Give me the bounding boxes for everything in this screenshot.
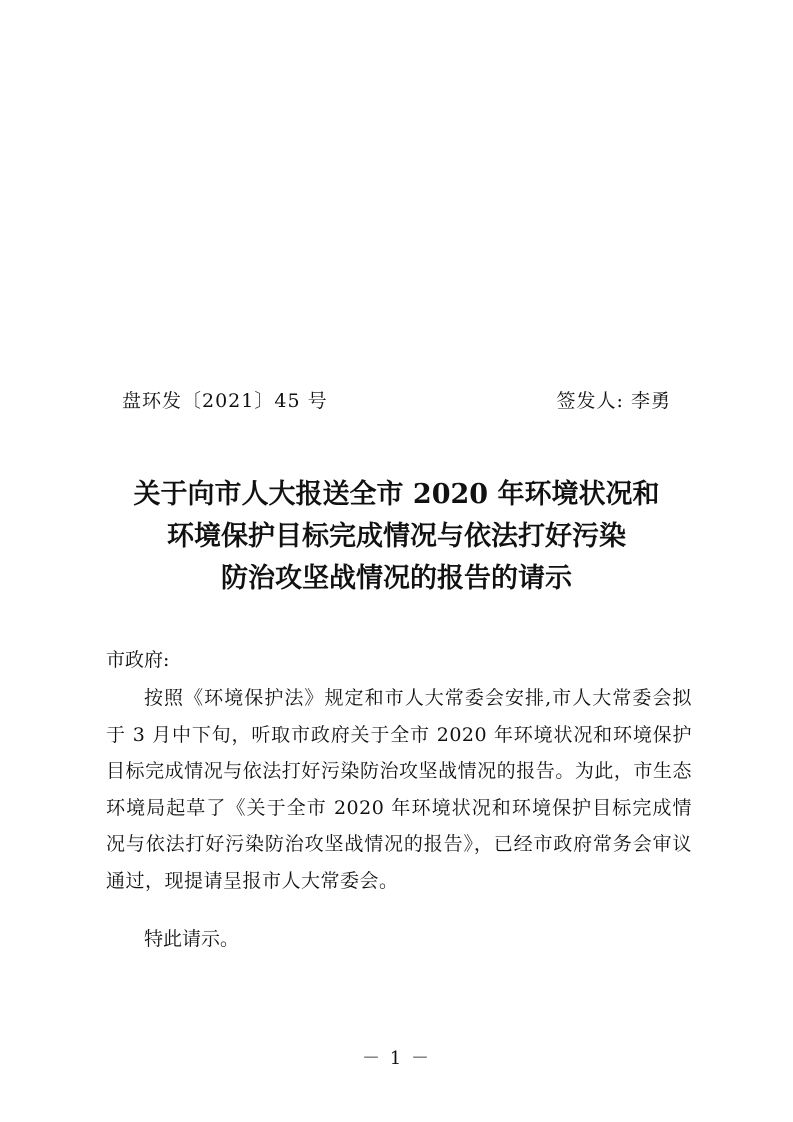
body-paragraph: 按照《环境保护法》规定和市人大常委会安排,市人大常委会拟于 3 月中下旬，听取市政府关于全市 2020 年环境状况和环境保护目标完成情况与依法打好污染防治攻坚战情况的报告。为此，市生态环境局起草了《关于全市 2020 年环境状况和环境保护目标完成情况与依法打好污染防治攻坚战情况的报告》，已经市政府常务会审议通过，现提请呈报市人大常委会。: [106, 687, 692, 892]
signer: 签发人: 李勇: [556, 390, 671, 412]
document-number: 盘环发〔2021〕45 号: [122, 390, 328, 412]
title-line-1: 关于向市人大报送全市 2020 年环境状况和: [133, 479, 660, 510]
document-title: [80, 474, 713, 600]
salutation: 市政府:: [106, 649, 170, 671]
title-line-3: 防治攻坚战情况的报告的请示: [221, 563, 572, 594]
title-line-2: 环境保护目标完成情况与依法打好污染: [167, 521, 626, 552]
closing-line: 特此请示。: [144, 928, 240, 950]
page-number: － 1 －: [362, 1048, 431, 1069]
